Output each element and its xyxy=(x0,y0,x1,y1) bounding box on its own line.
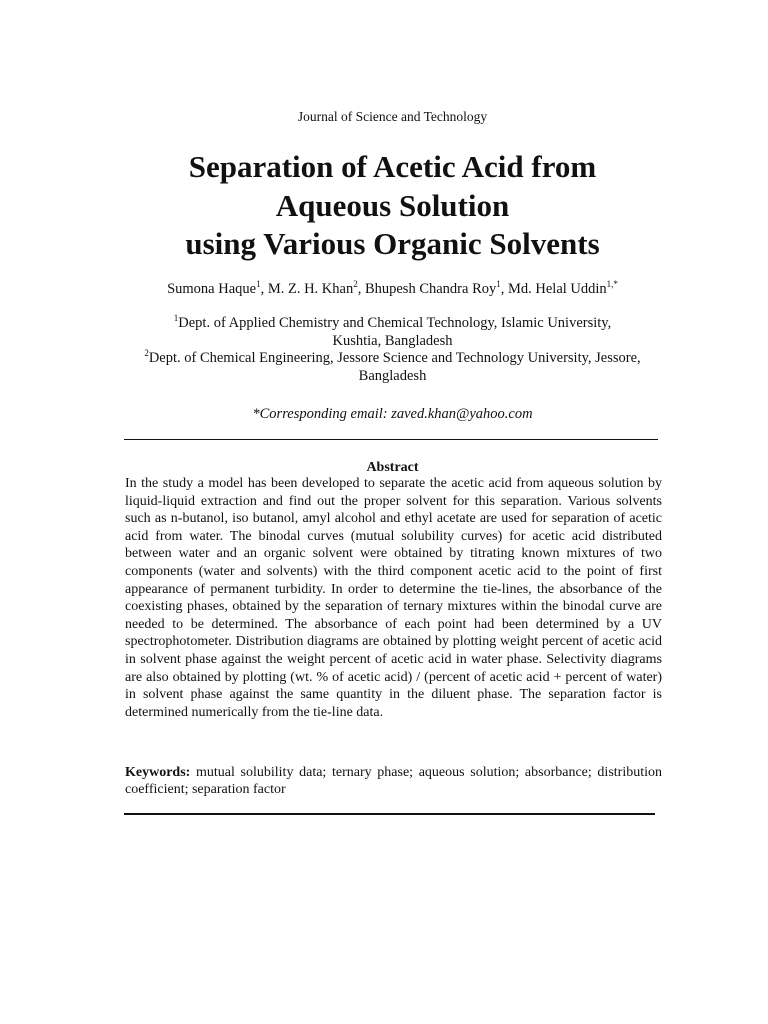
author-separator: , xyxy=(500,281,508,297)
paper-title xyxy=(0,148,768,264)
author-name: M. Z. H. Khan xyxy=(267,281,354,297)
author-list xyxy=(0,280,768,298)
abstract-heading: Abstract xyxy=(366,460,419,475)
author-name: Sumona Haque xyxy=(167,281,257,297)
affiliation-1-line-2: Kushtia, Bangladesh xyxy=(332,332,453,349)
author-separator: , xyxy=(260,281,268,297)
affiliation-2 xyxy=(125,350,660,368)
top-divider xyxy=(124,439,658,440)
affiliation-2-line-2: Bangladesh xyxy=(358,367,427,384)
affiliation-1-line-1: Dept. of Applied Chemistry and Chemical Technology, Islamic University, xyxy=(178,315,612,331)
affiliation-1 xyxy=(125,315,660,333)
author-name: Md. Helal Uddin xyxy=(508,281,607,297)
author-affiliation-mark: 2 xyxy=(353,279,358,290)
affiliations xyxy=(125,315,660,385)
keywords xyxy=(125,764,662,798)
keywords-label: Keywords: xyxy=(125,765,191,780)
author-affiliation-mark: 1 xyxy=(496,279,501,290)
affiliation-2-line-1: Dept. of Chemical Engineering, Jessore Science and Technology University, Jessore, xyxy=(148,350,641,366)
journal-name: Journal of Science and Technology xyxy=(297,109,488,124)
affiliation-mark: 1 xyxy=(173,313,179,324)
title-line-1: Separation of Acetic Acid from xyxy=(188,149,597,184)
title-line-2: Aqueous Solution xyxy=(275,187,510,223)
abstract-body: In the study a model has been developed to separate the acetic acid from aqueous solution by liquid-liquid extraction and find out the proper solvent for this separation. Various solvents such as n-butanol, iso butanol, amyl alcohol and ethyl acetate are used for separation of acetic acid from water. The binodal curves (mutual solubility curves) for acetic acid distributed between water and an organic solvent were obtained by titrating known mixtures of two components (water and solvents) with the third component acetic acid to the point of first appearance of permanent turbidity. In order to determine the tie-lines, the absorbance of the coexisting phases, obtained by the separation of ternary mixtures within the binodal curve are needed to be determined. The absorbance of each point had been determined by a UV spectrophotometer. Distribution diagrams are obtained by plotting weight percent of acetic acid in solvent phase against the weight percent of acetic acid in water phase. Selectivity diagrams are also obtained by plotting (wt. % of acetic acid) / (percent of acetic acid + percent of water) in solvent phase against the same quantity in the diluent phase. The separation factor is determined numerically from the tie-line data. xyxy=(125,476,662,720)
affiliation-mark: 2 xyxy=(144,348,149,359)
corresponding-email: *Corresponding email: zaved.khan@yahoo.com xyxy=(252,406,533,422)
title-line-3: using Various Organic Solvents xyxy=(185,226,600,261)
keywords-text: mutual solubility data; ternary phase; aqueous solution; absorbance; distribution coefficient; separation factor xyxy=(125,765,662,797)
author-affiliation-mark: 1,* xyxy=(606,279,618,290)
author-name: Bhupesh Chandra Roy xyxy=(364,281,497,297)
author-affiliation-mark: 1 xyxy=(256,279,261,290)
author-separator: , xyxy=(357,281,365,297)
bottom-divider xyxy=(124,813,655,815)
